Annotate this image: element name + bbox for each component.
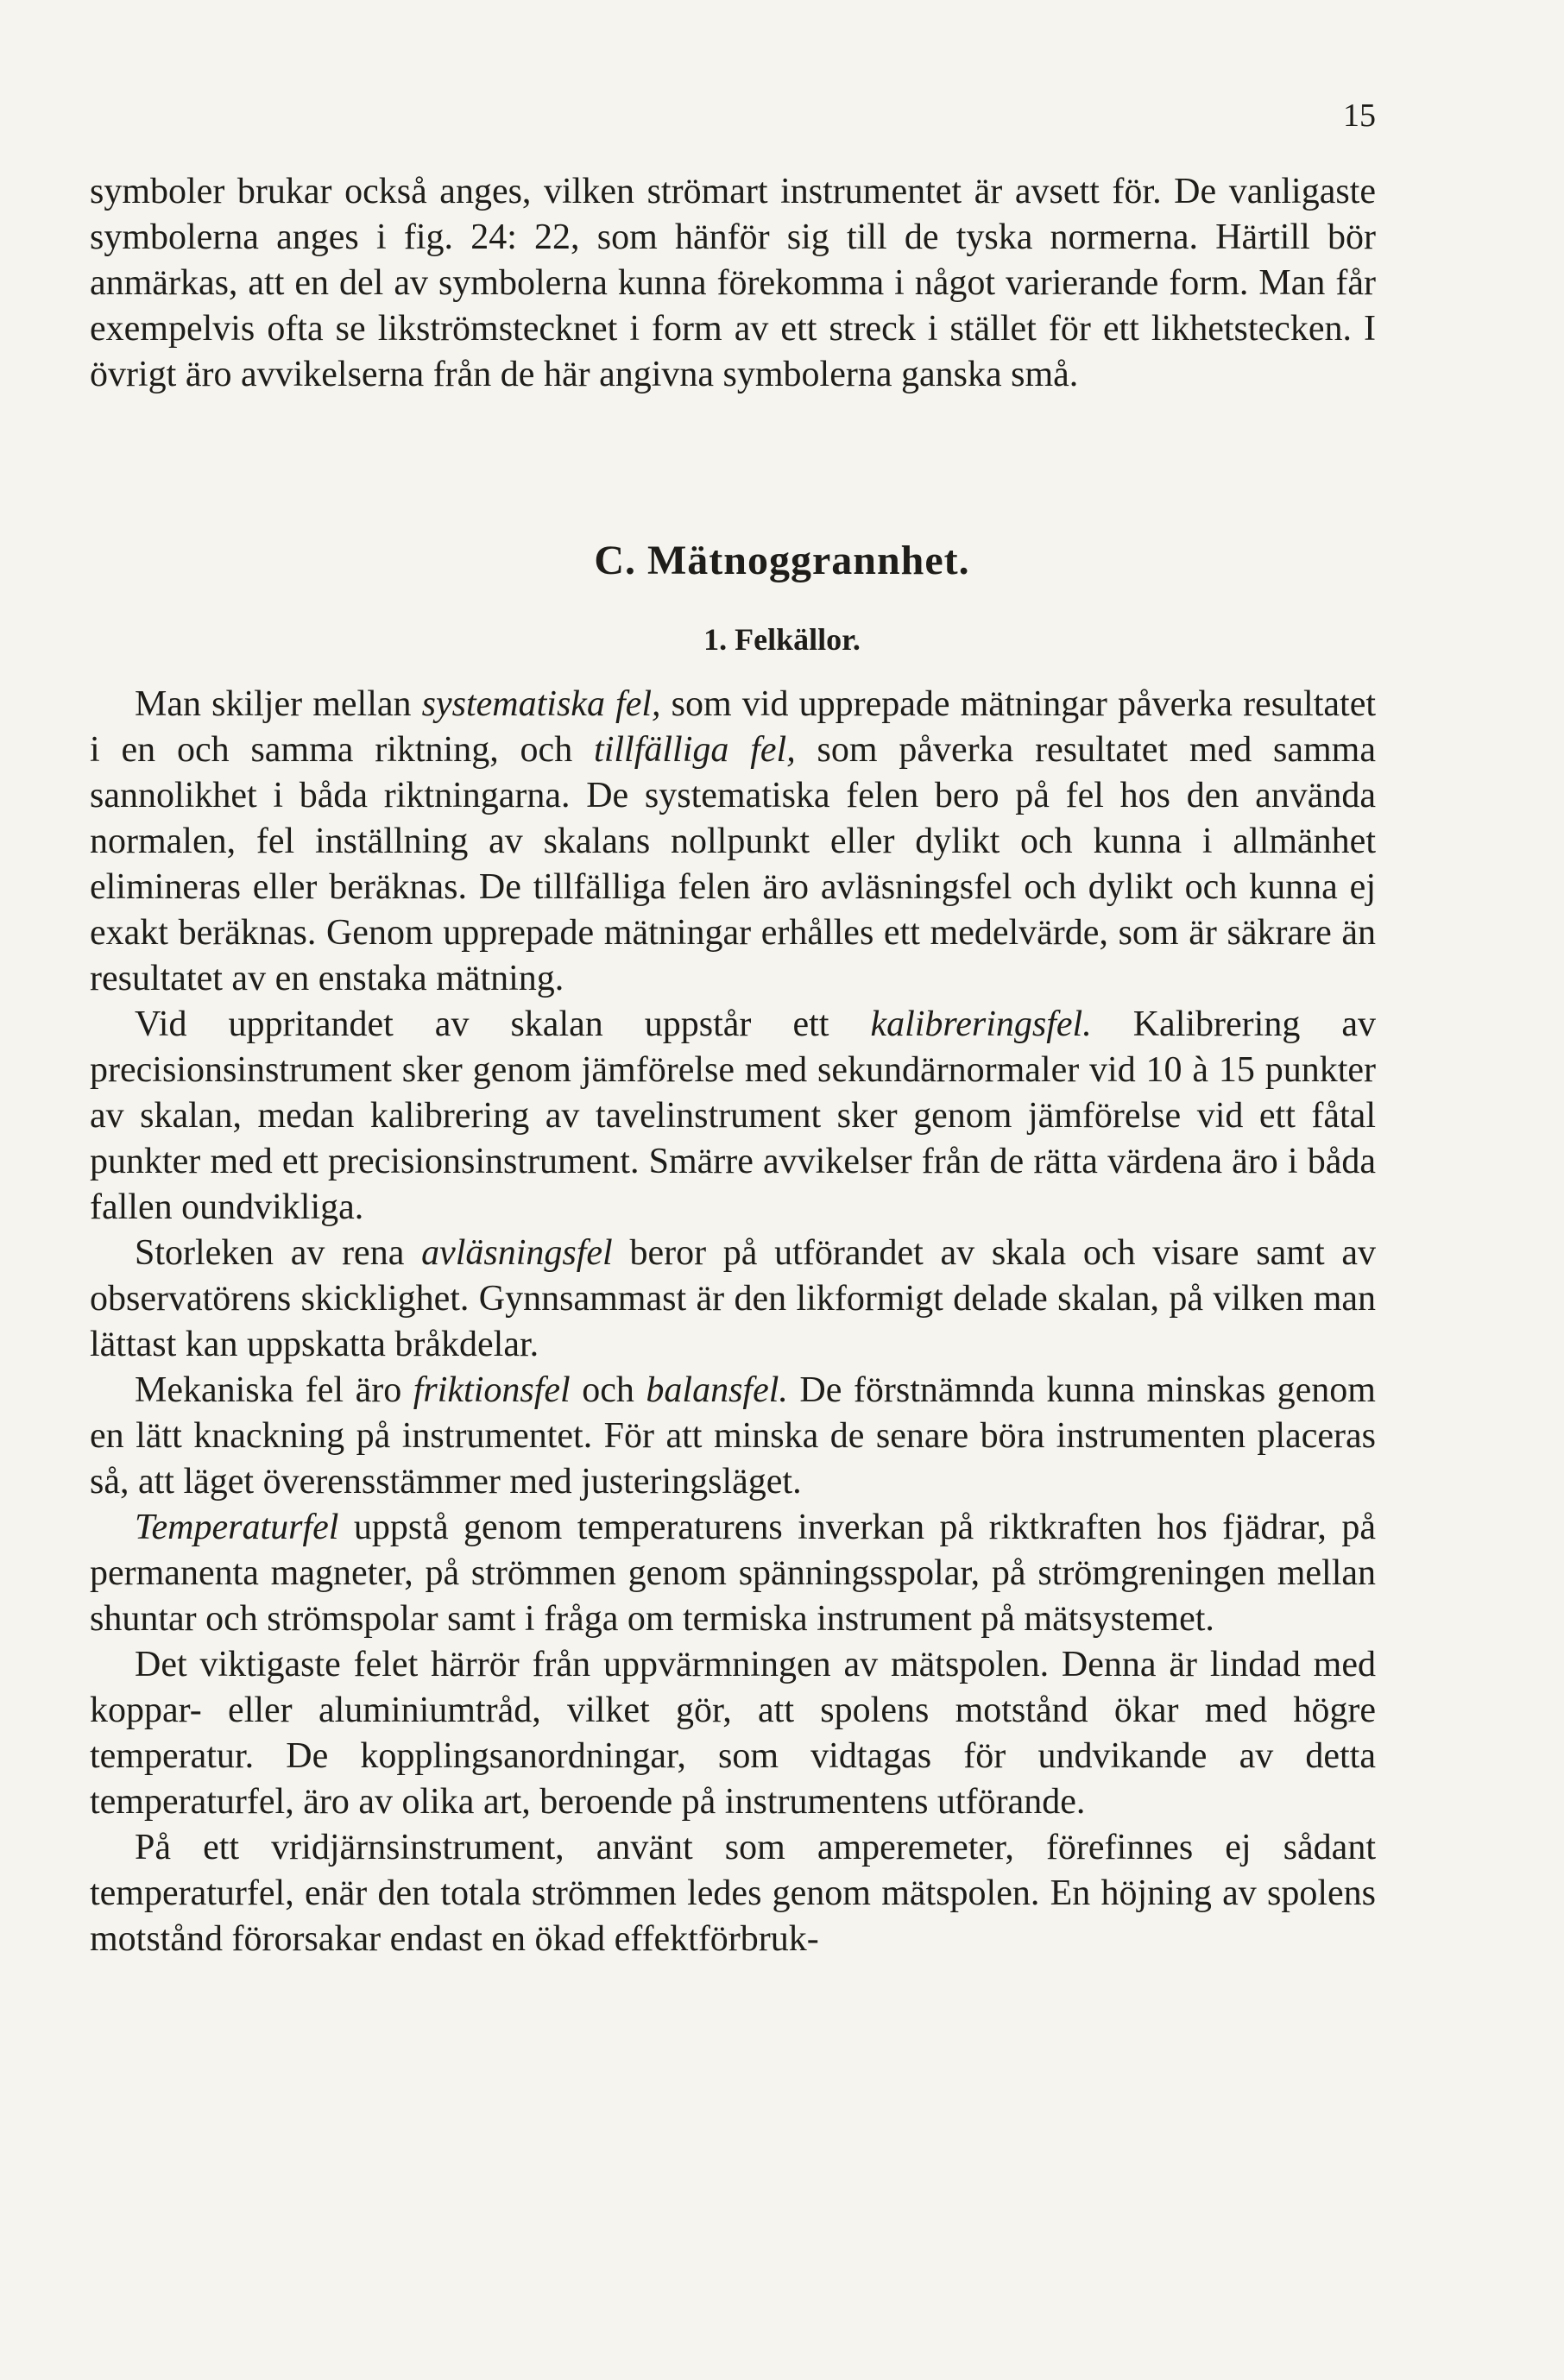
paragraph-text: beror på utförandet av skala och visare samt av observatörens skicklighet. Gynnsammast är den likformigt delade skalan, på vilken man lättast kan uppskatta bråkdelar. — [90, 1233, 1376, 1364]
italic-term: balansfel. — [646, 1370, 788, 1410]
paragraph-temperature-errors — [90, 1505, 1376, 1642]
paragraph-text: som påverka resultatet med samma sannolikhet i båda riktningarna. De systematiska felen bero på fel hos den använda normalen, fel inställning av skalans nollpunkt eller dylikt och kunna i allmänhet elimineras eller beräknas. De tillfälliga felen äro avläsningsfel och dylikt och kunna ej exakt beräknas. Genom upprepade mätningar erhålles ett medelvärde, som är säkrare än resultatet av en enstaka mätning. — [90, 730, 1376, 998]
page-number: 15 — [1343, 98, 1376, 134]
paragraph-mechanical-errors — [90, 1368, 1376, 1505]
intro-paragraph: symboler brukar också anges, vilken strömart instrumentet är avsett för. De vanligaste symbolerna anges i fig. 24: 22, som hänför sig till de tyska normerna. Härtill bör anmärkas, att en del av symbolerna kunna förekomma i något varierande form. Man får exempelvis ofta se likströmstecknet i form av ett streck i stället för ett likhetstecken. I övrigt äro avvikelserna från de här angivna symbolerna ganska små. — [90, 172, 1376, 394]
intro-text-block — [90, 169, 1376, 398]
italic-term: kalibreringsfel. — [870, 1004, 1092, 1044]
main-text-block — [90, 682, 1376, 1962]
paragraph-text: Mekaniska fel äro — [135, 1370, 413, 1410]
paragraph-reading-errors — [90, 1231, 1376, 1368]
section-heading: C. Mätnoggrannhet. — [594, 538, 970, 583]
paragraph-coil-heating: Det viktigaste felet härrör från uppvärmningen av mätspolen. Denna är lindad med koppar- eller aluminiumtråd, vilket gör, att spolens motstånd ökar med högre temperatur. De kopplingsanordningar, som vidtagas för undvikande av detta temperaturfel, äro av olika art, beroende på instrumentens utförande. — [90, 1645, 1376, 1822]
italic-term: friktionsfel — [413, 1370, 571, 1410]
paragraph-text: och — [570, 1370, 646, 1410]
paragraph-text: Vid uppritandet av skalan uppstår ett — [135, 1004, 871, 1044]
paragraph-text: Storleken av rena — [135, 1233, 422, 1273]
subsection-heading: 1. Felkällor. — [703, 622, 861, 657]
italic-term: avläsningsfel — [421, 1233, 613, 1273]
italic-term: Temperaturfel — [135, 1508, 339, 1547]
paragraph-moving-iron: På ett vridjärnsinstrument, använt som amperemeter, förefinnes ej sådant temperaturfel, enär den totala strömmen ledes genom mätspolen. En höjning av spolens motstånd förorsakar endast en ökad effektförbruk- — [90, 1828, 1376, 1959]
paragraph-text: som vid upprepade mätningar påverka resultatet i en och samma riktning, och — [90, 684, 1377, 770]
paragraph-systematic-errors — [90, 682, 1376, 1002]
paragraph-text: De förstnämnda kunna minskas genom en lätt knackning på instrumentet. För att minska de senare böra instrumenten placeras så, att läget överensstämmer med justeringsläget. — [90, 1370, 1376, 1502]
italic-term: tillfälliga fel, — [594, 730, 796, 770]
paragraph-text: uppstå genom temperaturens inverkan på riktkraften hos fjädrar, på permanenta magneter, på strömmen genom spänningsspolar, på strömgreningen mellan shuntar och strömspolar samt i fråga om termiska instrument på mätsystemet. — [90, 1508, 1376, 1639]
paragraph-text: Kalibrering av precisionsinstrument sker genom jämförelse med sekundärnormaler vid 10 à 15 punkter av skalan, medan kalibrering av tavelinstrument sker genom jämförelse vid ett fåtal punkter med ett precisionsinstrument. Smärre avvikelser från de rätta värdena äro i båda fallen oundvikliga. — [90, 1004, 1376, 1227]
italic-term: systematiska fel, — [421, 684, 661, 724]
paragraph-text: Man skiljer mellan — [135, 684, 422, 724]
paragraph-calibration-errors — [90, 1002, 1376, 1231]
